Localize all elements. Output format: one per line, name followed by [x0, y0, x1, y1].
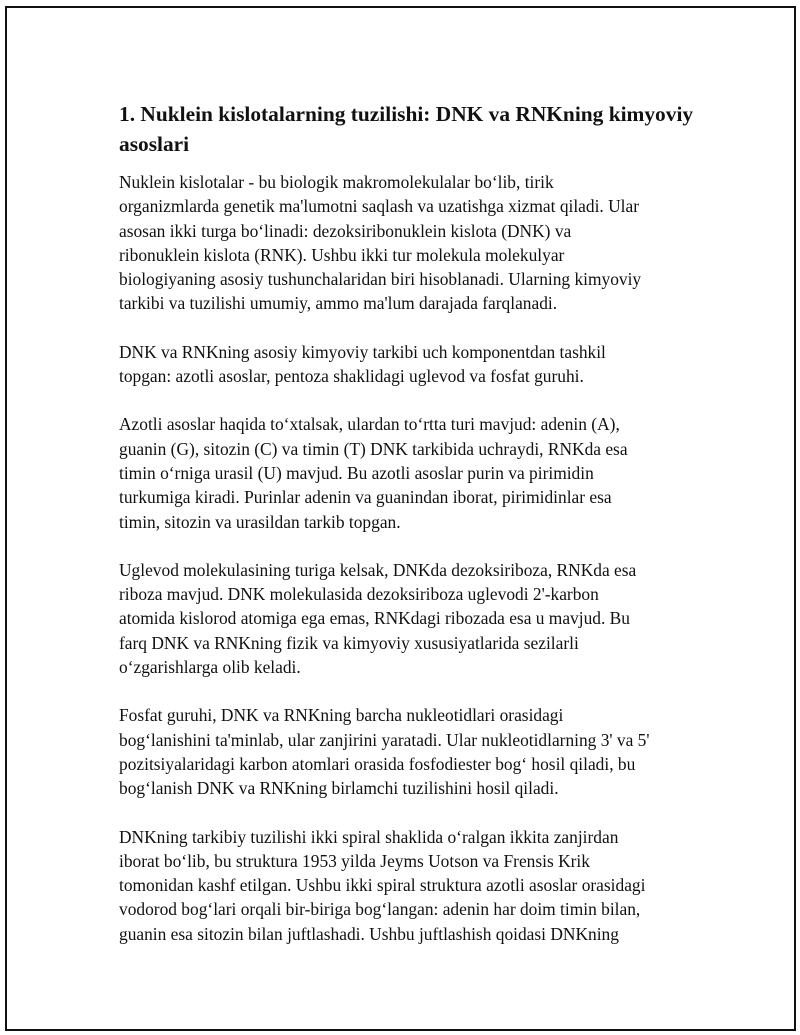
text-line: timin, sitozin va urasildan tarkib topgan.	[119, 511, 401, 532]
text-line: Uglevod molekulasining turiga kelsak, DNKda dezoksiriboza, RNKda esa	[119, 559, 637, 580]
text-line: riboza mavjud. DNK molekulasida dezoksiriboza uglevodi 2'-karbon	[119, 584, 599, 605]
text-line: atomida kislorod atomiga ega emas, RNKdagi ribozada esa u mavjud. Bu	[119, 608, 630, 629]
text-line: farq DNK va RNKning fizik va kimyoviy xususiyatlarida sezilarli	[119, 632, 579, 653]
text-line: Azotli asoslar haqida to‘xtalsak, ulardan to‘rtta turi mavjud: adenin (A),	[119, 414, 620, 435]
page-frame	[5, 6, 796, 1031]
text-line: iborat bo‘lib, bu struktura 1953 yilda Jeyms Uotson va Frensis Krik	[119, 850, 590, 871]
text-line: guanin esa sitozin bilan juftlashadi. Ushbu juftlashish qoidasi DNKning	[119, 923, 619, 944]
text-line: guanin (G), sitozin (C) va timin (T) DNK tarkibida uchraydi, RNKda esa	[119, 438, 628, 459]
text-line: bog‘lanish DNK va RNKning birlamchi tuzilishini hosil qiladi.	[119, 778, 559, 799]
text-line: DNK va RNKning asosiy kimyoviy tarkibi uch komponentdan tashkil	[119, 341, 606, 362]
document-body	[119, 99, 709, 970]
paragraph-sugar	[119, 558, 709, 679]
text-line: pozitsiyalaridagi karbon atomlari orasida fosfodiester bog‘ hosil qiladi, bu	[119, 753, 636, 774]
text-line: bog‘lanishini ta'minlab, ular zanjirini yaratadi. Ular nukleotidlarning 3' va 5'	[119, 729, 650, 750]
text-line: topgan: azotli asoslar, pentoza shaklidagi uglevod va fosfat guruhi.	[119, 366, 584, 387]
paragraph-phosphate	[119, 703, 709, 800]
text-line: vodorod bog‘lari orqali bir-biriga bog‘langan: adenin har doim timin bilan,	[119, 899, 641, 920]
paragraph-intro	[119, 170, 709, 316]
text-line: tomonidan kashf etilgan. Ushbu ikki spiral struktura azotli asoslar orasidagi	[119, 875, 646, 896]
text-line: ribonuklein kislota (RNK). Ushbu ikki tur molekula molekulyar	[119, 244, 565, 265]
text-line: organizmlarda genetik ma'lumotni saqlash va uzatishga xizmat qiladi. Ular	[119, 196, 640, 217]
paragraph-nitrogen-bases	[119, 412, 709, 533]
text-line: Fosfat guruhi, DNK va RNKning barcha nukleotidlari orasidagi	[119, 705, 564, 726]
text-line: asosan ikki turga bo‘linadi: dezoksiribonuklein kislota (DNK) va	[119, 220, 572, 241]
heading-line: asoslari	[119, 132, 190, 156]
text-line: timin o‘rniga urasil (U) mavjud. Bu azotli asoslar purin va pirimidin	[119, 462, 594, 483]
text-line: o‘zgarishlarga olib keladi.	[119, 657, 301, 678]
section-heading	[119, 99, 709, 159]
heading-line: 1. Nuklein kislotalarning tuzilishi: DNK va RNKning kimyoviy	[119, 102, 694, 126]
text-line: tarkibi va tuzilishi umumiy, ammo ma'lum darajada farqlanadi.	[119, 293, 558, 314]
text-line: Nuklein kislotalar - bu biologik makromolekulalar bo‘lib, tirik	[119, 172, 554, 192]
text-line: biologiyaning asosiy tushunchalaridan biri hisoblanadi. Ularning kimyoviy	[119, 269, 642, 290]
text-line: turkumiga kiradi. Purinlar adenin va guanindan iborat, pirimidinlar esa	[119, 487, 612, 508]
paragraph-components	[119, 340, 709, 389]
text-line: DNKning tarkibiy tuzilishi ikki spiral shaklida o‘ralgan ikkita zanjirdan	[119, 826, 619, 847]
paragraph-double-helix	[119, 825, 709, 946]
